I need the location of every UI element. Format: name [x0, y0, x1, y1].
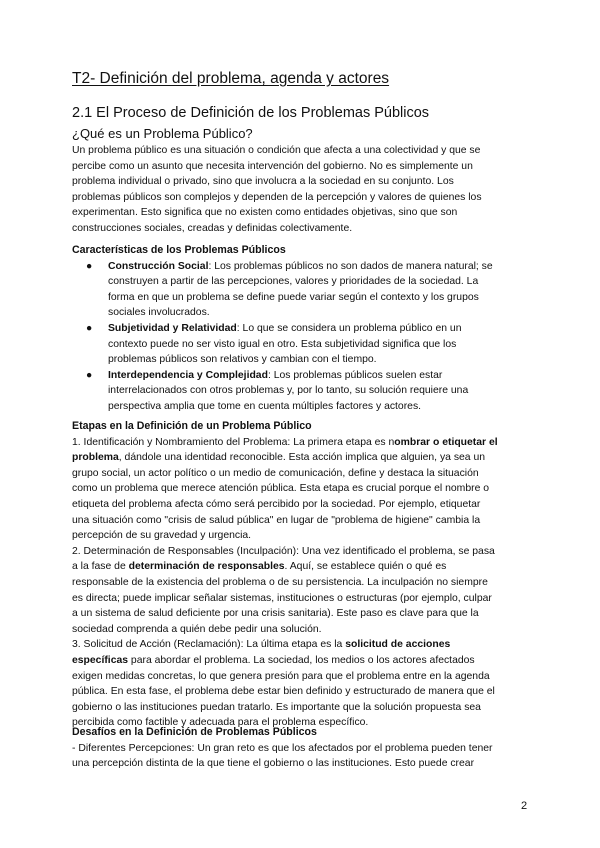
text-line: gobierno o las instituciones puedan tratarlo. Es importante que la solución propuesta sea — [72, 701, 481, 713]
text-line: percepción de su gravedad y urgencia. — [72, 530, 252, 542]
bold-text: ombrar o etiquetar el — [394, 436, 498, 448]
item-term: Subjetividad y Relatividad — [108, 322, 237, 334]
list-item — [72, 259, 532, 321]
intro-paragraph — [72, 143, 532, 237]
bullet-icon: ● — [86, 322, 93, 334]
text-line: una situación como "crisis de salud pública" en lugar de "problema de higiene" cambia la — [72, 514, 481, 526]
text-line: 3. Solicitud de Acción (Reclamación): La última etapa es la — [72, 639, 346, 651]
text-line: perspectiva amplia que tome en cuenta múltiples factores y actores. — [108, 400, 422, 412]
bold-text: solicitud de acciones — [345, 639, 451, 651]
text-line: una percepción distinta de la que tiene el gobierno o las instituciones. Esto puede crear — [72, 758, 475, 770]
text-line: exigen medidas concretas, lo que genera presión para que el problema entre en la agenda — [72, 670, 490, 682]
stages-section — [72, 419, 532, 731]
text-line: - Diferentes Percepciones: Un gran reto es que los afectados por el problema pueden tener — [72, 742, 493, 754]
challenges-heading: Desafíos en la Definición de Problemas Públicos — [72, 726, 317, 738]
text-line: problema individual o privado, sino que involucra a la sociedad en su conjunto. Los — [72, 176, 454, 188]
text-line: percibe como un asunto que necesita intervención del gobierno. No es simplemente un — [72, 160, 473, 172]
text-line: responsable de la existencia del problema o de su persistencia. La inculpación no siempre — [72, 576, 488, 588]
text-line: problemas públicos son relativos y cambian con el tiempo. — [108, 354, 377, 366]
list-item — [72, 368, 532, 415]
text-line: Un problema público es una situación o condición que afecta a una colectividad y que se — [72, 145, 481, 156]
text-line: es directa; puede implicar señalar sistemas, instituciones o estructuras (por ejemplo, culpar — [72, 592, 492, 604]
bold-text: determinación de responsables — [128, 561, 285, 573]
text-line: sociales involucrados. — [108, 307, 210, 319]
text-line: etiqueta del problema afecta cómo será percibido por la sociedad. Por ejemplo, etiquetar — [72, 498, 481, 510]
item-term: Interdependencia y Complejidad — [108, 369, 268, 381]
text-line: a la fase de — [72, 561, 129, 573]
text-line: pública. En esta fase, el problema debe estar bien definido y estructurado de manera que el — [72, 686, 495, 698]
page-number: 2 — [521, 800, 528, 812]
document-title: T2- Definición del problema, agenda y actores — [72, 70, 390, 87]
text-line: interrelacionados con otros problemas y, por lo tanto, su solución requiere una — [108, 385, 469, 397]
text-line: construyen a partir de las percepciones, valores y prioridades de la sociedad. La — [108, 276, 479, 288]
text-line: percibida como factible y adecuada para el problema específico. — [72, 717, 369, 729]
list-item — [72, 321, 532, 368]
text-line: : Los problemas públicos no son dados de manera natural; se — [208, 260, 493, 272]
text-line: problemas públicos son complejos y dependen de la percepción y valores de quienes los — [72, 191, 482, 203]
text-line: grupo social, un actor político o un medio de comunicación, define y destaca la situación — [72, 467, 479, 479]
text-line: 1. Identificación y Nombramiento del Problema: La primera etapa es n — [72, 436, 395, 448]
text-line: contexto puede no ser visto igual en otro. Esta subjetividad significa que los — [108, 338, 457, 350]
section-heading: 2.1 El Proceso de Definición de los Problemas Públicos — [72, 105, 430, 121]
bullet-icon: ● — [86, 369, 93, 381]
text-line: . Aquí, se establece quién o qué es — [284, 561, 447, 573]
subsection-heading: ¿Qué es un Problema Público? — [72, 126, 253, 141]
text-line: : Lo que se considera un problema público en un — [236, 322, 462, 334]
characteristics-heading: Características de los Problemas Públicos — [72, 244, 286, 256]
text-line: , dándole una identidad reconocible. Esta acción implica que alguien, ya sea un — [118, 452, 486, 464]
characteristics-list — [72, 259, 532, 415]
text-line: 2. Determinación de Responsables (Inculpación): Una vez identificado el problema, se pasa — [72, 545, 495, 557]
text-line: sociedad comprenda a quién debe pedir una solución. — [72, 623, 322, 635]
item-term: Construcción Social — [108, 260, 209, 272]
text-line: como un problema que merece atención pública. Esta etapa es crucial porque el nombre o — [72, 483, 490, 495]
characteristics-section — [72, 243, 532, 415]
text-line: a un sistema de salud deficiente por una crisis sanitaria). Este paso es clave para que la — [72, 608, 479, 620]
challenges-section — [72, 725, 532, 772]
bullet-icon: ● — [86, 260, 93, 272]
stages-heading: Etapas en la Definición de un Problema Público — [72, 420, 312, 432]
text-line: forma en que un problema se define puede variar según el contexto y los grupos — [108, 291, 479, 303]
bold-text: específicas — [72, 654, 129, 666]
text-line: : Los problemas públicos suelen estar — [267, 369, 443, 381]
text-line: experimentan. Esto significa que no existen como entidades objetivas, sino que son — [72, 207, 458, 219]
bold-text: problema — [72, 452, 119, 464]
text-line: construcciones sociales, creadas y definidas colectivamente. — [72, 222, 353, 234]
text-line: para abordar el problema. La sociedad, los medios o los actores afectados — [128, 654, 475, 666]
